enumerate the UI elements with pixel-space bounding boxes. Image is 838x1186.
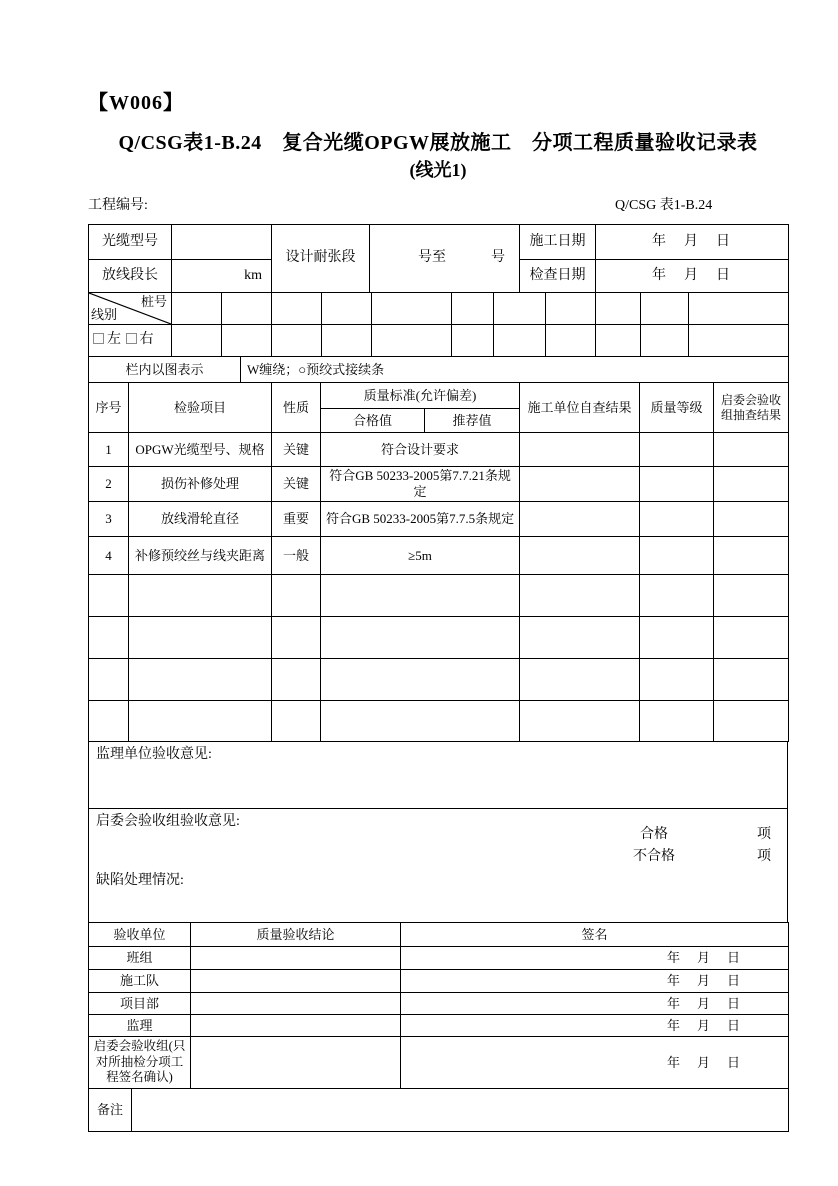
grade-cell[interactable] [640, 701, 714, 742]
row-nature: 关键 [272, 433, 321, 467]
construction-date-field[interactable]: 年 月 日 [596, 225, 789, 260]
unit-label: 监理 [89, 1015, 191, 1037]
row-standard: ≥5m [321, 537, 520, 575]
spot-check-cell[interactable] [714, 575, 789, 617]
unit-label: 班组 [89, 947, 191, 970]
col-header-no: 序号 [89, 383, 129, 433]
table-row [89, 701, 789, 742]
grade-cell[interactable] [640, 537, 714, 575]
stake-cell[interactable] [172, 325, 222, 357]
table-row [89, 659, 789, 701]
row-standard: 符合设计要求 [321, 433, 520, 467]
spot-check-cell[interactable] [714, 617, 789, 659]
page-title: Q/CSG表1-B.24 复合光缆OPGW展放施工 分项工程质量验收记录表 [118, 132, 758, 154]
spot-check-cell[interactable] [714, 433, 789, 467]
info-table [88, 224, 789, 293]
committee-opinion-cell[interactable] [89, 809, 788, 923]
self-check-cell[interactable] [520, 575, 640, 617]
row-no: 1 [89, 433, 129, 467]
stake-cell[interactable] [222, 325, 272, 357]
line-type-label: 线别 [91, 307, 118, 323]
spot-check-cell[interactable] [714, 701, 789, 742]
self-check-cell[interactable] [520, 701, 640, 742]
row-standard[interactable] [321, 701, 520, 742]
unit-label: 启委会验收组(只对所抽检分项工程签名确认) [89, 1037, 191, 1089]
signature-date-cell[interactable]: 年 月 日 [401, 1037, 789, 1089]
row-no[interactable] [89, 575, 129, 617]
section-to-label: 号 [491, 250, 505, 266]
stake-cell[interactable] [322, 325, 372, 357]
remark-label: 备注 [89, 1088, 132, 1131]
table-row [89, 947, 789, 970]
self-check-cell[interactable] [520, 502, 640, 537]
signature-date-cell[interactable]: 年 月 日 [401, 1015, 789, 1037]
col-header-conclusion: 质量验收结论 [191, 923, 401, 947]
row-standard[interactable] [321, 617, 520, 659]
table-row [89, 970, 789, 993]
right-checkbox[interactable] [126, 333, 137, 344]
cable-model-label: 光缆型号 [89, 225, 172, 260]
row-item: OPGW光缆型号、规格 [129, 433, 272, 467]
row-item[interactable] [129, 617, 272, 659]
grade-cell[interactable] [640, 575, 714, 617]
col-header-standard: 质量标准(允许偏差) [321, 383, 520, 409]
signature-date-cell[interactable]: 年 月 日 [401, 970, 789, 993]
unit-label: 施工队 [89, 970, 191, 993]
form-sheet [88, 86, 788, 1132]
row-item: 补修预绞丝与线夹距离 [129, 537, 272, 575]
stake-line-diagonal-header [89, 293, 172, 325]
stake-cell[interactable] [641, 325, 689, 357]
col-header-qualified: 合格值 [321, 409, 425, 433]
row-no[interactable] [89, 659, 129, 701]
stake-cell[interactable] [322, 293, 372, 325]
conclusion-cell[interactable] [191, 970, 401, 993]
spot-check-cell[interactable] [714, 502, 789, 537]
construction-date-label: 施工日期 [520, 225, 596, 260]
grade-cell[interactable] [640, 617, 714, 659]
table-row [89, 357, 789, 383]
row-nature: 关键 [272, 467, 321, 502]
table-row [89, 575, 789, 617]
col-header-grade: 质量等级 [640, 383, 714, 433]
qualified-label: 合格 [640, 827, 668, 842]
row-no: 3 [89, 502, 129, 537]
conclusion-cell[interactable] [191, 947, 401, 970]
committee-opinion-table [88, 808, 788, 923]
table-row [89, 325, 789, 357]
grade-cell[interactable] [640, 467, 714, 502]
project-no-label: 工程编号: [88, 198, 148, 213]
conclusion-cell[interactable] [191, 993, 401, 1015]
check-date-label: 检查日期 [520, 260, 596, 293]
table-row [89, 383, 789, 409]
col-header-signature: 签名 [401, 923, 789, 947]
row-item: 损伤补修处理 [129, 467, 272, 502]
doc-code: 【W006】 [88, 92, 184, 114]
form-no: Q/CSG 表1-B.24 [615, 198, 713, 213]
section-from-label: 号至 [418, 250, 446, 266]
legend-table [88, 356, 789, 383]
paying-length-label: 放线段长 [89, 260, 172, 293]
col-header-spot-check: 启委会验收组抽查结果 [714, 383, 789, 433]
col-header-nature: 性质 [272, 383, 321, 433]
row-standard[interactable] [321, 659, 520, 701]
right-label: 右 [139, 332, 154, 348]
table-row [89, 1088, 789, 1131]
line-side-cell [89, 325, 172, 357]
stake-cell[interactable] [372, 325, 452, 357]
self-check-cell[interactable] [520, 433, 640, 467]
row-standard[interactable] [321, 575, 520, 617]
row-no[interactable] [89, 701, 129, 742]
col-header-recommended: 推荐值 [425, 409, 520, 433]
row-nature: 一般 [272, 537, 321, 575]
stake-cell[interactable] [372, 293, 452, 325]
table-row [89, 225, 789, 260]
remark-cell[interactable] [132, 1088, 789, 1131]
table-row [89, 537, 789, 575]
left-checkbox[interactable] [93, 333, 104, 344]
meta-row [88, 194, 788, 216]
table-row [89, 467, 789, 502]
legend-content: W缠绕；○预绞式接续条 [241, 357, 789, 383]
grade-cell[interactable] [640, 502, 714, 537]
table-row [89, 742, 788, 809]
self-check-cell[interactable] [520, 617, 640, 659]
stake-cell[interactable] [494, 325, 546, 357]
table-row [89, 502, 789, 537]
unqualified-unit-label: 项 [757, 849, 771, 864]
row-standard: 符合GB 50233-2005第7.7.21条规定 [321, 467, 520, 502]
signoff-table [88, 922, 789, 1089]
table-row [89, 923, 789, 947]
conclusion-cell[interactable] [191, 1037, 401, 1089]
signature-date-cell[interactable]: 年 月 日 [401, 947, 789, 970]
stake-no-label: 桩号 [140, 294, 167, 309]
stake-cell[interactable] [272, 325, 322, 357]
row-no[interactable] [89, 617, 129, 659]
table-row [89, 617, 789, 659]
stake-cell[interactable] [222, 293, 272, 325]
page-subtitle: (线光1) [409, 160, 467, 180]
row-nature: 重要 [272, 502, 321, 537]
table-row [89, 993, 789, 1015]
row-item[interactable] [129, 575, 272, 617]
supervisor-opinion-table [88, 741, 788, 809]
row-standard: 符合GB 50233-2005第7.7.5条规定 [321, 502, 520, 537]
stake-cell[interactable] [641, 293, 689, 325]
paying-length-field[interactable]: km [172, 260, 272, 293]
legend-label: 栏内以图表示 [89, 357, 241, 383]
self-check-cell[interactable] [520, 537, 640, 575]
design-tension-section-label: 设计耐张段 [272, 225, 370, 293]
grade-cell[interactable] [640, 659, 714, 701]
spot-check-cell[interactable] [714, 659, 789, 701]
col-header-item: 检验项目 [129, 383, 272, 433]
stake-cell[interactable] [546, 293, 596, 325]
remark-table [88, 1088, 789, 1132]
row-nature[interactable] [272, 575, 321, 617]
signature-date-cell[interactable]: 年 月 日 [401, 993, 789, 1015]
row-item[interactable] [129, 701, 272, 742]
spot-check-cell[interactable] [714, 467, 789, 502]
col-header-unit: 验收单位 [89, 923, 191, 947]
spot-check-cell[interactable] [714, 537, 789, 575]
cable-model-field[interactable] [172, 225, 272, 260]
stake-cell[interactable] [596, 325, 641, 357]
supervisor-opinion-label: 监理单位验收意见: [96, 747, 212, 762]
table-row [89, 1037, 789, 1089]
unit-label: 项目部 [89, 993, 191, 1015]
row-nature[interactable] [272, 701, 321, 742]
row-nature[interactable] [272, 659, 321, 701]
stake-cell[interactable] [452, 325, 494, 357]
supervisor-opinion-cell[interactable] [89, 742, 788, 809]
row-no: 2 [89, 467, 129, 502]
row-item[interactable] [129, 659, 272, 701]
col-header-self-check: 施工单位自查结果 [520, 383, 640, 433]
row-nature[interactable] [272, 617, 321, 659]
stake-cell[interactable] [689, 293, 789, 325]
table-row [89, 293, 789, 325]
inspection-table [88, 382, 789, 742]
defect-handling-label: 缺陷处理情况: [96, 873, 184, 888]
conclusion-cell[interactable] [191, 1015, 401, 1037]
tension-section-field[interactable] [370, 225, 520, 293]
stake-cell[interactable] [546, 325, 596, 357]
table-row [89, 433, 789, 467]
grade-cell[interactable] [640, 433, 714, 467]
stake-cell[interactable] [452, 293, 494, 325]
row-item: 放线滑轮直径 [129, 502, 272, 537]
unqualified-label: 不合格 [633, 849, 675, 864]
self-check-cell[interactable] [520, 659, 640, 701]
row-no: 4 [89, 537, 129, 575]
table-row [89, 1015, 789, 1037]
stake-cell[interactable] [596, 293, 641, 325]
stake-grid [88, 292, 789, 357]
stake-cell[interactable] [689, 325, 789, 357]
committee-opinion-label: 启委会验收组验收意见: [96, 814, 240, 829]
stake-cell[interactable] [272, 293, 322, 325]
left-label: 左 [107, 332, 121, 348]
check-date-field[interactable]: 年 月 日 [596, 260, 789, 293]
table-row [89, 809, 788, 923]
self-check-cell[interactable] [520, 467, 640, 502]
stake-cell[interactable] [172, 293, 222, 325]
stake-cell[interactable] [494, 293, 546, 325]
qualified-unit-label: 项 [757, 827, 771, 842]
